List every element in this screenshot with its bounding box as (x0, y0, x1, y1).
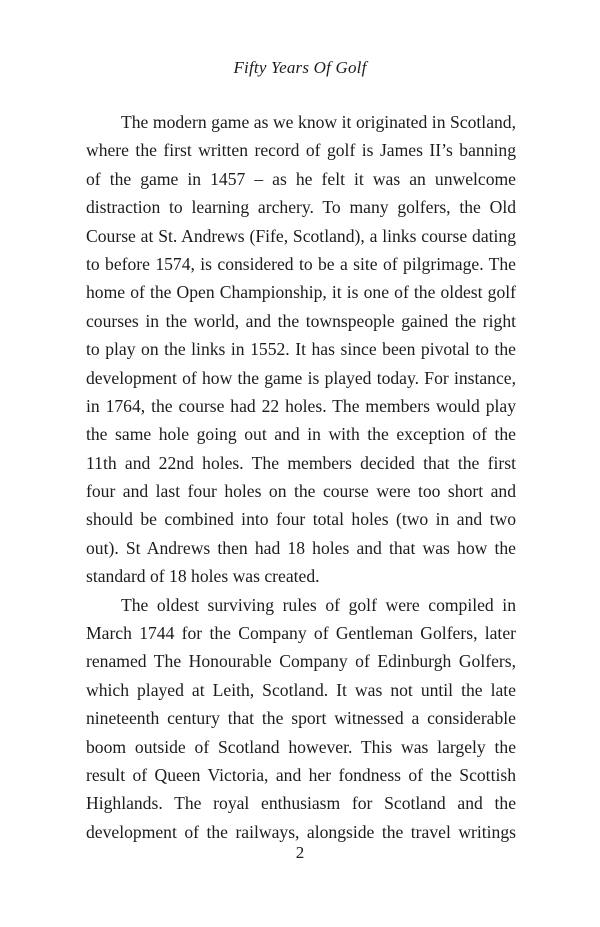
text-line: to before 1574, is considered to be a site of pilgrimage. The (86, 253, 516, 274)
text-line: of the game in 1457 – as he felt it was an unwelcome (86, 168, 516, 189)
text-line: to play on the links in 1552. It has since been pivotal to the (86, 339, 516, 360)
page-number: 2 (295, 843, 305, 862)
text-line: the same hole going out and in with the exception of the (86, 424, 516, 445)
text-line: renamed The Honourable Company of Edinburgh Golfers, (86, 651, 516, 672)
text-line: four and last four holes on the course were too short and (86, 481, 516, 502)
text-line: in 1764, the course had 22 holes. The members would play (86, 395, 516, 416)
text-line: development of the railways, alongside the travel writings (86, 821, 516, 842)
text-line: courses in the world, and the townspeople gained the right (86, 310, 516, 331)
text-line: distraction to learning archery. To many golfers, the Old (86, 197, 516, 218)
text-line: March 1744 for the Company of Gentleman Golfers, later (86, 623, 516, 644)
text-line: Course at St. Andrews (Fife, Scotland), a links course dating (86, 225, 516, 246)
text-line: home of the Open Championship, it is one of the oldest golf (86, 282, 516, 303)
text-line: The oldest surviving rules of golf were compiled in (121, 594, 516, 615)
text-line: standard of 18 holes was created. (86, 566, 320, 587)
text-line: development of how the game is played today. For instance, (86, 367, 516, 388)
text-line: 11th and 22nd holes. The members decided that the first (86, 452, 516, 473)
text-line: out). St Andrews then had 18 holes and that was how the (86, 537, 516, 558)
paragraph-2 (86, 591, 516, 847)
text-line: Highlands. The royal enthusiasm for Scotland and the (86, 793, 516, 814)
body-text (86, 108, 516, 846)
text-line: where the first written record of golf is James II’s banning (86, 140, 516, 161)
text-line: boom outside of Scotland however. This was largely the (86, 736, 516, 757)
text-line: The modern game as we know it originated in Scotland, (121, 112, 516, 132)
paragraph-1 (86, 108, 516, 591)
text-line: which played at Leith, Scotland. It was not until the late (86, 679, 516, 700)
running-head: Fifty Years Of Golf (233, 58, 367, 77)
text-line: nineteenth century that the sport witnessed a considerable (86, 708, 516, 729)
text-line: result of Queen Victoria, and her fondness of the Scottish (86, 764, 516, 785)
text-line: should be combined into four total holes (two in and two (86, 509, 516, 530)
